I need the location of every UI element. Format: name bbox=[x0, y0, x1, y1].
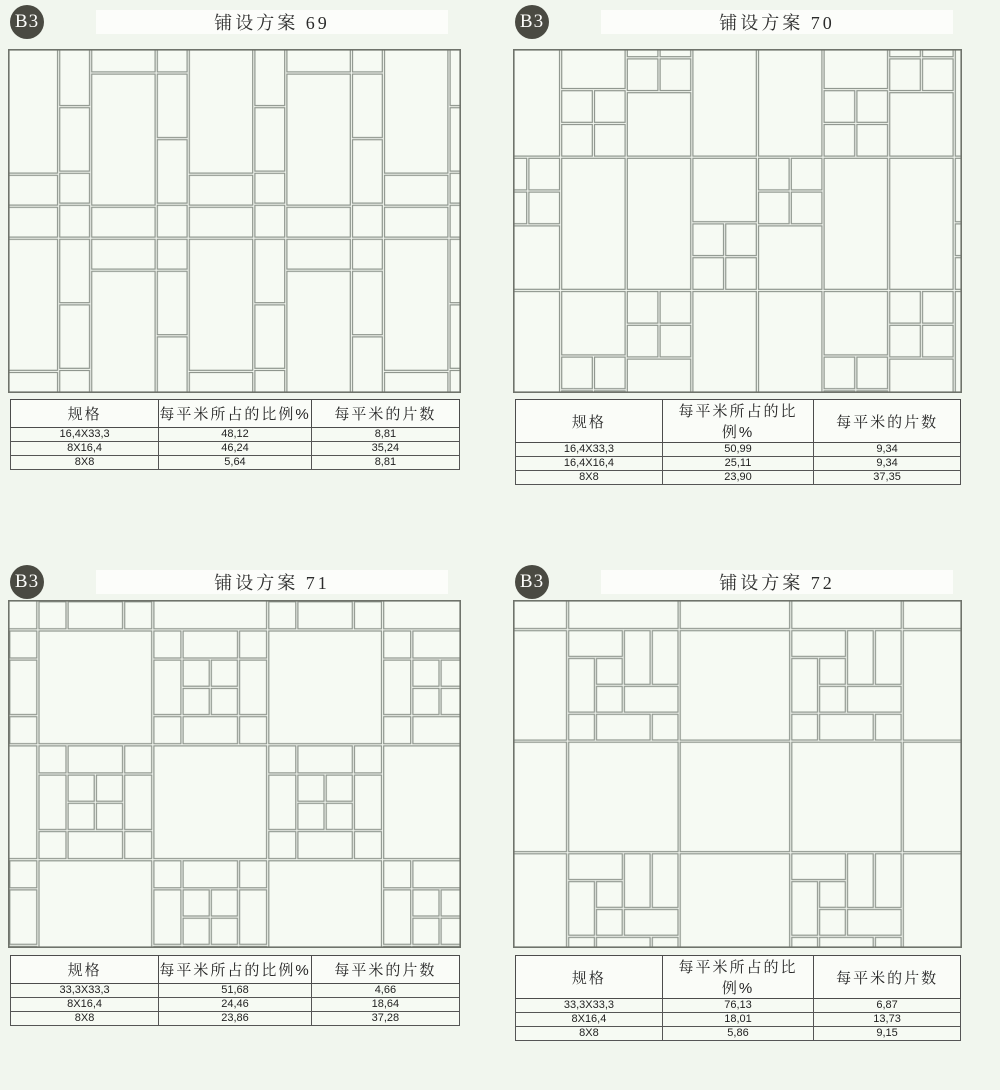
spec-table-grid bbox=[10, 955, 460, 1026]
spec-cell: 48,12 bbox=[159, 428, 312, 442]
tile-pattern-diagram bbox=[8, 600, 461, 948]
spec-cell: 16,4X16,4 bbox=[516, 457, 663, 471]
spec-col-header: 每平米所占的比例% bbox=[662, 400, 813, 443]
spec-table bbox=[515, 399, 961, 485]
spec-cell: 9,34 bbox=[814, 457, 961, 471]
spec-table bbox=[10, 955, 460, 1026]
tile-pattern-diagram bbox=[513, 49, 962, 393]
plan-title bbox=[601, 10, 953, 34]
plan-title-text: 铺设方案 70 bbox=[719, 13, 835, 33]
spec-header-row bbox=[516, 400, 961, 443]
spec-cell: 8X8 bbox=[11, 456, 159, 470]
tile-pattern-diagram bbox=[8, 49, 461, 393]
series-badge: B3 bbox=[515, 5, 549, 39]
spec-cell: 8,81 bbox=[311, 428, 459, 442]
spec-cell: 33,3X33,3 bbox=[516, 999, 663, 1013]
spec-header-row bbox=[516, 956, 961, 999]
spec-cell: 51,68 bbox=[159, 984, 312, 998]
plan-title-text: 铺设方案 69 bbox=[214, 13, 330, 33]
spec-cell: 8X8 bbox=[516, 471, 663, 485]
spec-cell: 8X16,4 bbox=[11, 998, 159, 1012]
spec-cell: 8X8 bbox=[516, 1027, 663, 1041]
spec-cell: 35,24 bbox=[311, 442, 459, 456]
spec-col-header: 每平米所占的比例% bbox=[662, 956, 813, 999]
spec-col-header: 每平米所占的比例% bbox=[159, 956, 312, 984]
spec-cell: 6,87 bbox=[814, 999, 961, 1013]
plan-title bbox=[96, 10, 448, 34]
spec-table bbox=[515, 955, 961, 1041]
spec-col-header: 每平米的片数 bbox=[311, 400, 459, 428]
spec-col-header: 每平米的片数 bbox=[814, 400, 961, 443]
plan-title-text: 铺设方案 71 bbox=[214, 573, 330, 593]
spec-col-header: 每平米的片数 bbox=[814, 956, 961, 999]
series-badge: B3 bbox=[10, 565, 44, 599]
tile-pattern-svg bbox=[8, 600, 461, 948]
spec-col-header: 每平米的片数 bbox=[311, 956, 459, 984]
tile-pattern-svg bbox=[513, 600, 962, 948]
spec-col-header: 每平米所占的比例% bbox=[159, 400, 312, 428]
spec-row bbox=[516, 443, 961, 457]
spec-cell: 5,64 bbox=[159, 456, 312, 470]
spec-table-grid bbox=[10, 399, 460, 470]
spec-row bbox=[516, 1013, 961, 1027]
spec-row bbox=[11, 456, 460, 470]
spec-cell: 46,24 bbox=[159, 442, 312, 456]
spec-cell: 50,99 bbox=[662, 443, 813, 457]
spec-cell: 8X8 bbox=[11, 1012, 159, 1026]
tile-pattern-svg bbox=[8, 49, 461, 393]
tile-field bbox=[8, 600, 461, 948]
spec-cell: 24,46 bbox=[159, 998, 312, 1012]
spec-cell: 18,64 bbox=[311, 998, 459, 1012]
spec-cell: 25,11 bbox=[662, 457, 813, 471]
spec-cell: 37,35 bbox=[814, 471, 961, 485]
series-badge: B3 bbox=[10, 5, 44, 39]
tile-field bbox=[8, 49, 461, 393]
spec-cell: 8X16,4 bbox=[11, 442, 159, 456]
spec-cell: 23,90 bbox=[662, 471, 813, 485]
spec-cell: 13,73 bbox=[814, 1013, 961, 1027]
spec-row bbox=[11, 442, 460, 456]
spec-row bbox=[516, 457, 961, 471]
spec-cell: 18,01 bbox=[662, 1013, 813, 1027]
spec-table-grid bbox=[515, 955, 961, 1041]
spec-table-grid bbox=[515, 399, 961, 485]
plan-title bbox=[601, 570, 953, 594]
tile-pattern-svg bbox=[513, 49, 962, 393]
tile-pattern-diagram bbox=[513, 600, 962, 948]
spec-header-row bbox=[11, 956, 460, 984]
tile-field bbox=[513, 49, 962, 393]
spec-cell: 8X16,4 bbox=[516, 1013, 663, 1027]
spec-col-header: 规格 bbox=[516, 956, 663, 999]
spec-cell: 37,28 bbox=[311, 1012, 459, 1026]
spec-cell: 76,13 bbox=[662, 999, 813, 1013]
plan-title-text: 铺设方案 72 bbox=[719, 573, 835, 593]
spec-row bbox=[516, 999, 961, 1013]
spec-cell: 33,3X33,3 bbox=[11, 984, 159, 998]
spec-row bbox=[11, 428, 460, 442]
spec-cell: 16,4X33,3 bbox=[516, 443, 663, 457]
spec-row bbox=[516, 1027, 961, 1041]
spec-cell: 5,86 bbox=[662, 1027, 813, 1041]
spec-col-header: 规格 bbox=[11, 956, 159, 984]
spec-col-header: 规格 bbox=[11, 400, 159, 428]
spec-header-row bbox=[11, 400, 460, 428]
spec-cell: 9,34 bbox=[814, 443, 961, 457]
spec-cell: 8,81 bbox=[311, 456, 459, 470]
tile-field bbox=[513, 600, 962, 948]
spec-row bbox=[516, 471, 961, 485]
series-badge: B3 bbox=[515, 565, 549, 599]
plan-title bbox=[96, 570, 448, 594]
spec-cell: 4,66 bbox=[311, 984, 459, 998]
spec-cell: 9,15 bbox=[814, 1027, 961, 1041]
spec-cell: 23,86 bbox=[159, 1012, 312, 1026]
spec-cell: 16,4X33,3 bbox=[11, 428, 159, 442]
spec-col-header: 规格 bbox=[516, 400, 663, 443]
spec-table bbox=[10, 399, 460, 470]
spec-row bbox=[11, 984, 460, 998]
spec-row bbox=[11, 1012, 460, 1026]
spec-row bbox=[11, 998, 460, 1012]
